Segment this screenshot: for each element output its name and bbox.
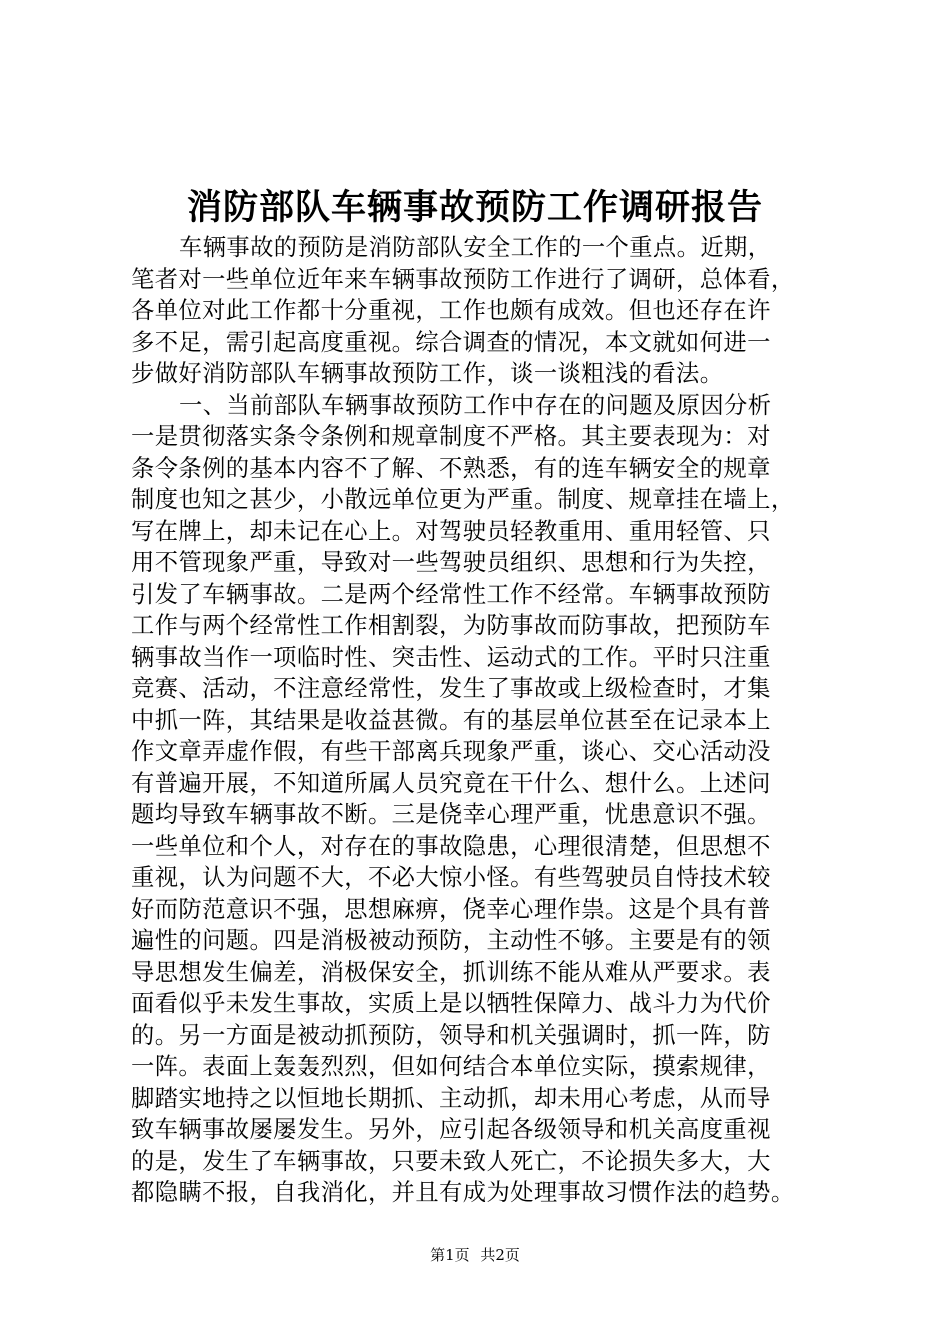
body-line: 一阵。表面上轰轰烈烈，但如何结合本单位实际，摸索规律，: [131, 1053, 771, 1080]
body-line: 多不足，需引起高度重视。综合调查的情况，本文就如何进一: [131, 328, 771, 356]
body-line: 一些单位和个人，对存在的事故隐患，心理很清楚，但思想不: [131, 832, 771, 860]
body-line: 工作与两个经常性工作相割裂，为防事故而防事故，把预防车: [131, 612, 771, 639]
body-line: 辆事故当作一项临时性、突击性、运动式的工作。平时只注重: [131, 643, 771, 671]
page-footer: [0, 1245, 950, 1265]
body-line: 写在牌上，却未记在心上。对驾驶员轻教重用、重用轻管、只: [131, 517, 771, 545]
body-line: 作文章弄虚作假，有些干部离兵现象严重，谈心、交心活动没: [131, 738, 771, 765]
body-line: 车辆事故的预防是消防部队安全工作的一个重点。近期，: [179, 234, 772, 261]
body-line: 面看似乎未发生事故，实质上是以牺牲保障力、战斗力为代价: [131, 990, 771, 1017]
body-line: 笔者对一些单位近年来车辆事故预防工作进行了调研，总体看，: [131, 265, 795, 293]
body-line: 的。另一方面是被动抓预防，领导和机关强调时，抓一阵，防: [131, 1021, 771, 1049]
body-line: 竞赛、活动，不注意经常性，发生了事故或上级检查时，才集: [131, 675, 771, 702]
body-line: 各单位对此工作都十分重视，工作也颇有成效。但也还存在许: [131, 297, 771, 324]
body-line: 的是，发生了车辆事故，只要未致人死亡，不论损失多大，大: [131, 1147, 771, 1175]
body-line: 条令条例的基本内容不了解、不熟悉，有的连车辆安全的规章: [131, 454, 771, 482]
body-line: 引发了车辆事故。二是两个经常性工作不经常。车辆事故预防: [131, 580, 771, 608]
body-line: 题均导致车辆事故不断。三是侥幸心理严重，忧患意识不强。: [131, 801, 771, 828]
section-heading: 一、当前部队车辆事故预防工作中存在的问题及原因分析: [179, 391, 772, 419]
body-line: 重视，认为问题不大，不必大惊小怪。有些驾驶员自恃技术较: [131, 864, 771, 891]
body-line: 脚踏实地持之以恒地长期抓、主动抓，却未用心考虑，从而导: [131, 1084, 771, 1112]
body-line: 遍性的问题。四是消极被动预防，主动性不够。主要是有的领: [131, 927, 771, 954]
body-line: 导思想发生偏差，消极保安全，抓训练不能从难从严要求。表: [131, 958, 771, 986]
body-line: 都隐瞒不报，自我消化，并且有成为处理事故习惯作法的趋势。: [131, 1179, 795, 1206]
page-total: 共2页: [480, 1246, 520, 1264]
body-line: 中抓一阵，其结果是收益甚微。有的基层单位甚至在记录本上: [131, 706, 771, 734]
body-line: 一是贯彻落实条令条例和规章制度不严格。其主要表现为：对: [131, 423, 771, 450]
document-body: [131, 232, 831, 1209]
body-line: 致车辆事故屡屡发生。另外，应引起各级领导和机关高度重视: [131, 1116, 771, 1143]
body-line: 用不管现象严重，导致对一些驾驶员组织、思想和行为失控，: [131, 549, 771, 576]
body-line: 步做好消防部队车辆事故预防工作，谈一谈粗浅的看法。: [131, 360, 724, 387]
document-title: 消防部队车辆事故预防工作调研报告: [186, 187, 763, 228]
body-line: 制度也知之甚少，小散远单位更为严重。制度、规章挂在墙上，: [131, 486, 795, 513]
page-number: 第1页: [430, 1246, 470, 1264]
body-line: 好而防范意识不强，思想麻痹，侥幸心理作祟。这是个具有普: [131, 895, 771, 923]
body-line: 有普遍开展，不知道所属人员究竟在干什么、想什么。上述问: [131, 769, 771, 797]
